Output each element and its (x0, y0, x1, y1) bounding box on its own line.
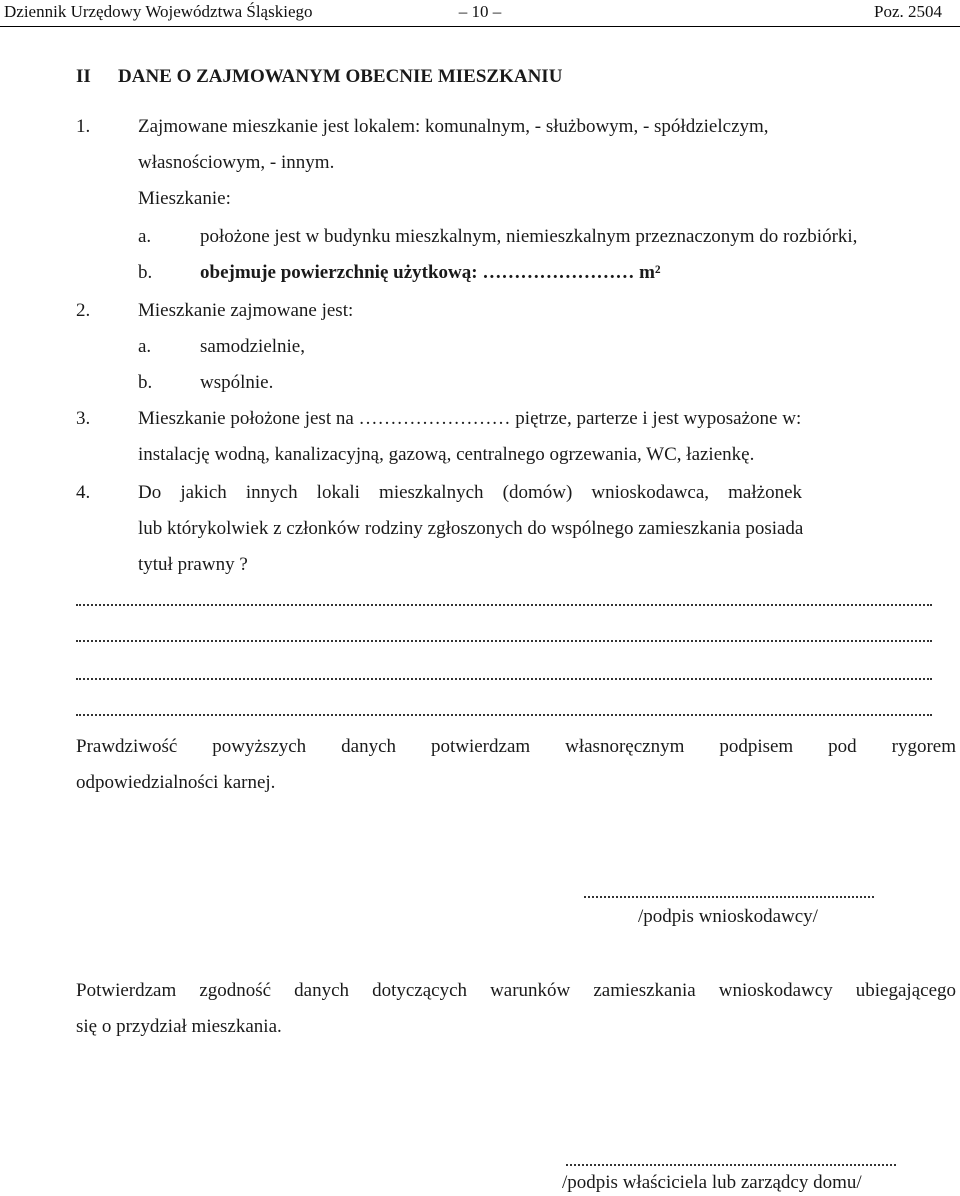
answer-line[interactable] (76, 714, 932, 716)
q1-a-letter: a. (138, 226, 152, 247)
q4-line3: tytuł prawny ? (138, 554, 248, 575)
declaration-line1: Prawdziwość powyższych danych potwierdzam własnoręcznym podpisem pod rygorem (76, 736, 956, 757)
answer-line[interactable] (76, 604, 932, 606)
section-roman: II (76, 66, 91, 87)
q1-line2: własnościowym, - innym. (138, 152, 335, 173)
section-title: DANE O ZAJMOWANYM OBECNIE MIESZKANIU (118, 66, 563, 87)
q2-number: 2. (76, 300, 91, 321)
position-number: Poz. 2504 (874, 2, 942, 21)
q2-b-letter: b. (138, 372, 153, 393)
owner-signature-line[interactable] (566, 1164, 896, 1166)
page-number: – 10 – (458, 2, 502, 21)
q4-line2: lub którykolwiek z członków rodziny zgłoszonych do wspólnego zamieszkania posiada (138, 518, 804, 539)
journal-title: Dziennik Urzędowy Województwa Śląskiego (4, 2, 313, 21)
answer-line[interactable] (76, 640, 932, 642)
q3-number: 3. (76, 408, 91, 429)
applicant-signature-label: /podpis wnioskodawcy/ (638, 906, 818, 927)
q2-a-text: samodzielnie, (200, 336, 305, 357)
q3-line2: instalację wodną, kanalizacyjną, gazową, centralnego ogrzewania, WC, łazienkę. (138, 444, 755, 465)
page-header (0, 0, 960, 27)
q2-b-text: wspólnie. (200, 372, 274, 393)
confirmation-line1: Potwierdzam zgodność danych dotyczących warunków zamieszkania wnioskodawcy ubiegającego (76, 980, 956, 1001)
confirmation-line2: się o przydział mieszkania. (76, 1016, 282, 1037)
q1-number: 1. (76, 116, 91, 137)
q1-line3: Mieszkanie: (138, 188, 231, 209)
applicant-signature-line[interactable] (584, 896, 874, 898)
declaration-line2: odpowiedzialności karnej. (76, 772, 276, 793)
q3-line1: Mieszkanie położone jest na …………………… piętrze, parterze i jest wyposażone w: (138, 408, 802, 429)
q2-line1: Mieszkanie zajmowane jest: (138, 300, 354, 321)
q2-a-letter: a. (138, 336, 152, 357)
q4-number: 4. (76, 482, 91, 503)
q1-b-letter: b. (138, 262, 153, 283)
answer-line[interactable] (76, 678, 932, 680)
owner-signature-label: /podpis właściciela lub zarządcy domu/ (562, 1172, 862, 1193)
q1-b-text: obejmuje powierzchnię użytkową: …………………… m² (200, 262, 661, 283)
q4-line1: Do jakich innych lokali mieszkalnych (domów) wnioskodawca, małżonek (138, 482, 802, 503)
q1-a-text: położone jest w budynku mieszkalnym, niemieszkalnym przeznaczonym do rozbiórki, (200, 226, 858, 247)
q1-line1: Zajmowane mieszkanie jest lokalem: komunalnym, - służbowym, - spółdzielczym, (138, 116, 769, 137)
